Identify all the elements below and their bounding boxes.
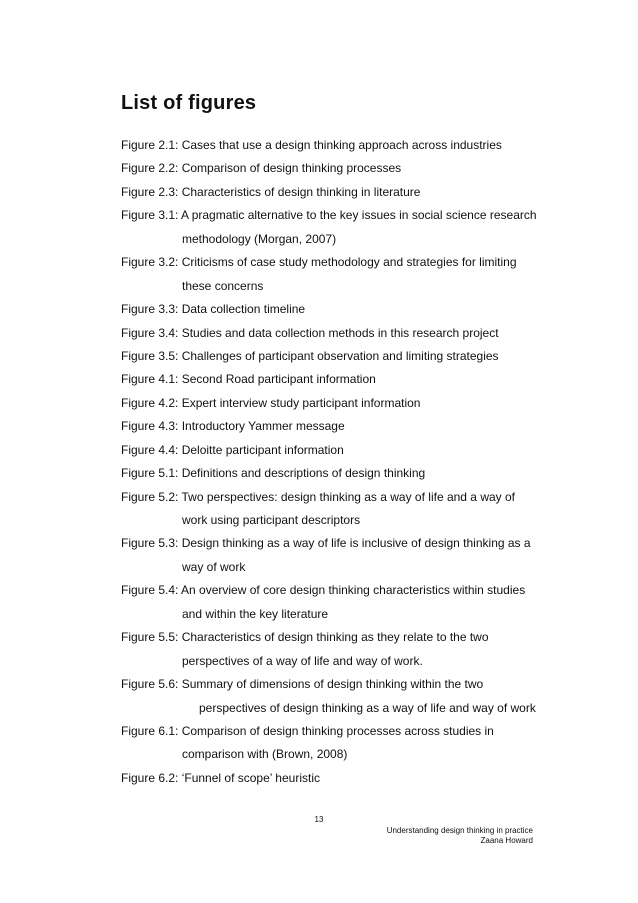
running-footer — [387, 826, 533, 846]
figure-entry-5-4: Figure 5.4: An overview of core design thinking characteristics within studies — [121, 583, 526, 598]
figure-entry-5-1: Figure 5.1: Definitions and descriptions of design thinking — [121, 466, 426, 481]
figure-entry-6-1-continuation: comparison with (Brown, 2008) — [182, 747, 348, 762]
figure-entry-5-2-continuation: work using participant descriptors — [182, 513, 361, 527]
figure-entry-4-3: Figure 4.3: Introductory Yammer message — [121, 419, 345, 434]
figure-entry-3-4: Figure 3.4: Studies and data collection methods in this research project — [121, 325, 499, 340]
figure-entry-2-1: Figure 2.1: Cases that use a design thinking approach across industries — [121, 138, 502, 152]
figure-entry-5-3-continuation: way of work — [182, 559, 246, 574]
figure-list — [121, 134, 551, 790]
figure-entry-3-2-continuation: these concerns — [182, 278, 264, 293]
page-number: 13 — [314, 815, 324, 824]
figure-entry-5-6-continuation: perspectives of design thinking as a way of life and way of work — [199, 700, 536, 715]
figure-entry-3-5: Figure 3.5: Challenges of participant observation and limiting strategies — [121, 348, 499, 363]
figure-entry-3-2: Figure 3.2: Criticisms of case study methodology and strategies for limiting — [121, 255, 517, 270]
figure-entry-2-3: Figure 2.3: Characteristics of design thinking in literature — [121, 184, 421, 199]
figure-entry-2-2: Figure 2.2: Comparison of design thinking processes — [121, 161, 402, 176]
figure-entry-5-6: Figure 5.6: Summary of dimensions of design thinking within the two — [121, 677, 484, 692]
figure-entry-5-5-continuation: perspectives of a way of life and way of work. — [182, 653, 423, 668]
footer-document-title: Understanding design thinking in practice — [386, 826, 533, 835]
figure-entry-3-1: Figure 3.1: A pragmatic alternative to the key issues in social science research — [121, 208, 537, 223]
figure-entry-6-2: Figure 6.2: ‘Funnel of scope’ heuristic — [121, 770, 320, 785]
figure-entry-5-3: Figure 5.3: Design thinking as a way of life is inclusive of design thinking as a — [121, 536, 531, 551]
figure-entry-3-3: Figure 3.3: Data collection timeline — [121, 302, 306, 317]
figure-entry-4-1: Figure 4.1: Second Road participant information — [121, 372, 376, 387]
footer-author: Zaana Howard — [480, 836, 533, 845]
figure-entry-5-5: Figure 5.5: Characteristics of design thinking as they relate to the two — [121, 630, 489, 645]
figure-entry-6-1: Figure 6.1: Comparison of design thinking processes across studies in — [121, 723, 494, 738]
figure-entry-4-4: Figure 4.4: Deloitte participant information — [121, 442, 344, 457]
figure-entry-5-4-continuation: and within the key literature — [182, 606, 329, 621]
figure-entry-3-1-continuation: methodology (Morgan, 2007) — [182, 231, 337, 246]
page-title: List of figures — [121, 92, 257, 114]
figure-entry-4-2: Figure 4.2: Expert interview study participant information — [121, 395, 421, 410]
figure-entry-5-2: Figure 5.2: Two perspectives: design thinking as a way of life and a way of — [121, 489, 515, 504]
